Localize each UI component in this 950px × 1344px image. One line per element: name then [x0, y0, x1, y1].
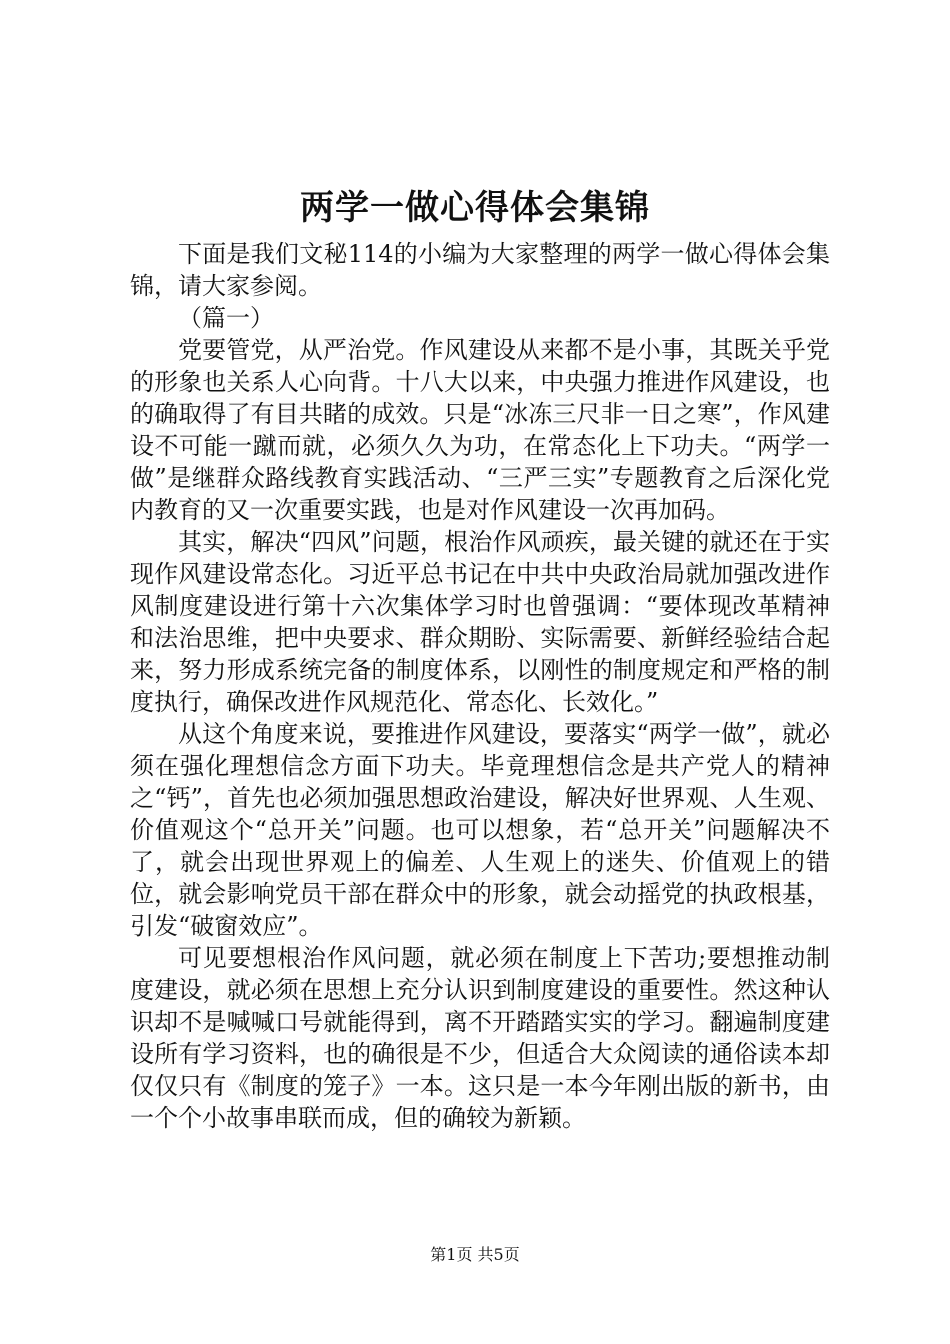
body-paragraph-3: 从这个角度来说，要推进作风建设，要落实“两学一做”，就必须在强化理想信念方面下功夫。毕竟理想信念是共产党人的精神之“钙”，首先也必须加强思想政治建设，解决好世界观、人生观、价值观这个“总开关”问题。也可以想象，若“总开关”问题解决不了，就会出现世界观上的偏差、人生观上的迷失、价值观上的错位，就会影响党员干部在群众中的形象，就会动摇党的执政根基，引发“破窗效应”。: [130, 720, 830, 940]
body-paragraph-1: 党要管党，从严治党。作风建设从来都不是小事，其既关乎党的形象也关系人心向背。十八大以来，中央强力推进作风建设，也的确取得了有目共睹的成效。只是“冰冻三尺非一日之寒”，作风建设不可能一蹴而就，必须久久为功，在常态化上下功夫。“两学一做”是继群众路线教育实践活动、“三严三实”专题教育之后深化党内教育的又一次重要实践，也是对作风建设一次再加码。: [130, 336, 830, 524]
document-body: [130, 238, 830, 1134]
page-footer: 第1页 共5页: [430, 1245, 520, 1264]
document-title: 两学一做心得体会集锦: [300, 188, 650, 228]
section-label: （篇一）: [178, 304, 274, 332]
body-paragraph-2: 其实，解决“四风”问题，根治作风顽疾，最关键的就还在于实现作风建设常态化。习近平总书记在中共中央政治局就加强改进作风制度建设进行第十六次集体学习时也曾强调：“要体现改革精神和法治思维，把中央要求、群众期盼、实际需要、新鲜经验结合起来，努力形成系统完备的制度体系，以刚性的制度规定和严格的制度执行，确保改进作风规范化、常态化、长效化。”: [130, 528, 830, 716]
body-paragraph-4: 可见要想根治作风问题，就必须在制度上下苦功;要想推动制度建设，就必须在思想上充分认识到制度建设的重要性。然这种认识却不是喊喊口号就能得到，离不开踏踏实实的学习。翻遍制度建设所有学习资料，也的确很是不少，但适合大众阅读的通俗读本却仅仅只有《制度的笼子》一本。这只是一本今年刚出版的新书，由一个个小故事串联而成，但的确较为新颖。: [130, 944, 830, 1132]
intro-paragraph: 下面是我们文秘114的小编为大家整理的两学一做心得体会集锦，请大家参阅。: [130, 240, 830, 300]
